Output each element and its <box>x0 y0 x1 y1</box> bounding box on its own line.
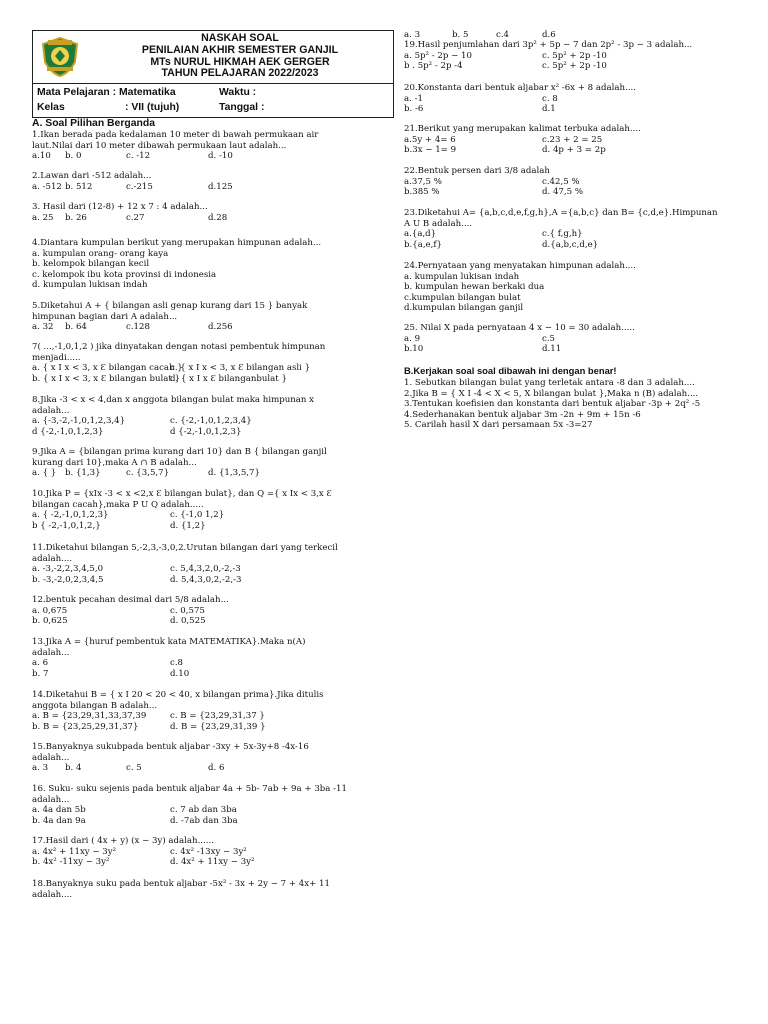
answer-option: b. { x I x < 3, x Ɛ bilangan bulat } <box>32 373 181 384</box>
question-text: 15.Banyaknya sukubpada bentuk aljabar -3xy + 5x-3y+8 -4x-16 <box>32 742 309 752</box>
question-item <box>32 637 394 679</box>
mapel-label: Mata Pelajaran : Matematika <box>37 87 176 98</box>
question-item <box>32 784 394 826</box>
answer-option: c.128 <box>126 322 150 333</box>
answer-option: d.1 <box>542 104 556 115</box>
option-row <box>32 468 394 479</box>
answer-option: b. 512 <box>65 181 93 192</box>
answer-option: c.4 <box>496 30 510 40</box>
essay-question: 5. Carilah hasil X dari persamaan 5x -3=27 <box>404 420 593 431</box>
question-text: d.kumpulan bilangan ganjil <box>404 303 524 314</box>
answer-option: c. {-1,0 1,2} <box>170 510 225 521</box>
question-text: b. kumpulan hewan berkaki dua <box>404 282 545 293</box>
option-row <box>32 151 394 162</box>
answer-option: a. B = {23,29,31,33,37,39 <box>32 711 147 722</box>
answer-option: a. 3 <box>32 763 49 774</box>
question-text: anggota bilangan B adalah... <box>32 700 158 711</box>
answer-option: a.37,5 % <box>404 176 442 187</box>
answer-option: c. {3,5,7} <box>126 468 170 479</box>
answer-option: b. B = {23,25,29,31,37} <box>32 721 139 732</box>
option-row <box>32 363 394 374</box>
question-item <box>32 879 394 900</box>
answer-option: d. { x I x Ɛ bilanganbulat } <box>170 373 287 384</box>
question-text: adalah... <box>32 405 70 416</box>
question-item <box>32 395 394 437</box>
answer-option: c. { x I x < 3, x Ɛ bilangan asli } <box>170 363 311 374</box>
answer-option: a. -3,-2,2,3,4,5,0 <box>32 564 104 575</box>
question-text: 11.Diketahui bilangan 5,-2,3,-3,0,2.Urutan bilangan dari yang terkecil <box>32 543 338 553</box>
question-text: 5.Diketahui A + { bilangan asli genap kurang dari 15 } banyak <box>32 301 308 311</box>
question-item <box>404 323 750 355</box>
question-text: adalah.... <box>32 889 73 900</box>
answer-option: c.8 <box>170 658 184 669</box>
option-row <box>32 575 394 586</box>
essay-question: 2.Jika B = { X I -4 < X < 5, X bilangan bulat },Maka n (B) adalah.... <box>404 388 699 399</box>
tanggal-label: Tanggal : <box>219 102 265 113</box>
answer-option: a. -1 <box>404 93 423 104</box>
question-text: A U B adalah.... <box>404 218 473 229</box>
question-text: 4.Diantara kumpulan berikut yang merupakan himpunan adalah... <box>32 238 322 248</box>
option-row <box>404 145 750 156</box>
essay-question: 4.Sederhanakan bentuk aljabar 3m -2n + 9m + 15n -6 <box>404 409 641 420</box>
question-item <box>32 130 394 162</box>
option-row <box>32 416 394 427</box>
answer-option: b . 5p² - 2p -4 <box>404 61 463 72</box>
kelas-label: Kelas <box>37 102 65 113</box>
question-text: 21.Berikut yang merupakan kalimat terbuka adalah.... <box>404 124 641 134</box>
essay-question: 3.Tentukan koefisien dan konstanta dari bentuk aljabar -3p + 2q² -5 <box>404 399 701 410</box>
option-row <box>32 816 394 827</box>
question-item <box>32 202 394 223</box>
waktu-label: Waktu : <box>219 87 257 98</box>
question-text: c. kelompok ibu kota provinsi di indonesia <box>32 269 217 280</box>
answer-option: a. 0,675 <box>32 605 68 616</box>
question-item <box>32 595 394 627</box>
question-text: 14.Diketahui B = { x I 20 < 20 < 40, x bilangan prima}.Jika ditulis <box>32 690 324 700</box>
answer-option: b. 26 <box>65 212 87 223</box>
header-line-3: MTs NURUL HIKMAH AEK GERGER <box>150 55 330 68</box>
option-row <box>404 51 750 62</box>
answer-option: a. -512 <box>32 181 62 192</box>
answer-option: b. {1,3} <box>65 468 101 479</box>
answer-option: b. 4 <box>65 763 82 774</box>
answer-option: a. 4a dan 5b <box>32 805 86 816</box>
question-text: adalah... <box>32 794 70 805</box>
answer-option: a. 25 <box>32 212 54 223</box>
answer-option: d. -10 <box>208 151 233 162</box>
answer-option: b.{a,e,f} <box>404 239 443 250</box>
option-row <box>32 510 394 521</box>
option-row <box>404 344 750 355</box>
answer-option: c. 8 <box>542 93 558 104</box>
question-text: 9.Jika A = {bilangan prima kurang dari 10} dan B { bilangan ganjil <box>32 447 327 457</box>
answer-option: c. B = {23,29,31,37 } <box>170 711 265 722</box>
section-b-title: B.Kerjakan soal soal dibawah ini dengan benar! <box>404 365 617 376</box>
answer-option: d. 5,4,3,0,2,-2,-3 <box>170 574 242 585</box>
option-row <box>404 104 750 115</box>
question-text: adalah... <box>32 647 70 658</box>
answer-option: d. 0,525 <box>170 616 206 627</box>
answer-option: c. 5p² + 2p -10 <box>542 50 607 61</box>
essay-list <box>404 378 750 431</box>
question-item <box>32 543 394 585</box>
question-text: 10.Jika P = {xIx -3 < x <2,x Ɛ bilangan bulat}, dan Q ={ x Ix < 3,x Ɛ <box>32 489 332 499</box>
question-text: 20.Konstanta dari bentuk aljabar x² -6x + 8 adalah.... <box>404 83 636 93</box>
question-item <box>404 83 750 115</box>
option-row <box>404 61 750 72</box>
question-text: 23.Diketahui A= {a,b,c,d,e,f,g,h},A ={a,b,c} dan B= {c,d,e}.Himpunan <box>404 208 718 218</box>
option-row <box>32 857 394 868</box>
answer-option: d.10 <box>170 668 190 679</box>
option-row <box>32 722 394 733</box>
answer-option: d. B = {23,29,31,39 } <box>170 721 266 732</box>
answer-option: d. -7ab dan 3ba <box>170 815 238 826</box>
question-text: 7( ...,-1,0,1,2 ) jika dinyatakan dengan notasi pembentuk himpunan <box>32 342 326 352</box>
option-row <box>32 711 394 722</box>
option-row <box>32 658 394 669</box>
header-line-2: PENILAIAN AKHIR SEMESTER GANJIL <box>141 43 339 56</box>
option-row <box>404 240 750 251</box>
answer-option: b. 0,625 <box>32 616 68 627</box>
question-text: 1.Ikan berada pada kedalaman 10 meter di bawah permukaan air <box>32 130 319 140</box>
answer-option: c. 7 ab dan 3ba <box>170 805 237 816</box>
answer-option: c. 0,575 <box>170 605 205 616</box>
answer-option: a.10 <box>32 151 51 162</box>
question-text: menjadi..... <box>32 352 81 363</box>
option-row <box>32 521 394 532</box>
answer-option: b. 0 <box>65 151 82 162</box>
question-text: 12.bentuk pecahan desimal dari 5/8 adalah... <box>32 595 229 605</box>
answer-option: a.5y + 4= 6 <box>404 134 456 145</box>
question-item <box>32 690 394 732</box>
answer-option: d {-2,-1,0,1,2,3} <box>32 426 104 437</box>
question-text: laut.Nilai dari 10 meter dibawah permukaan laut adalah... <box>32 140 287 151</box>
question-text: 2.Lawan dari -512 adalah... <box>32 171 152 181</box>
answer-option: c. 5 <box>126 763 142 774</box>
question-text: 22.Bentuk persen dari 3/8 adalah <box>404 166 550 176</box>
question-item <box>404 261 750 314</box>
section-a-title: A. Soal Pilihan Berganda <box>32 118 155 129</box>
answer-option: c. 5p² + 2p -10 <box>542 61 607 72</box>
question-text: b. kelompok bilangan kecil <box>32 259 150 270</box>
header-box <box>32 30 394 84</box>
option-row <box>404 229 750 240</box>
answer-option: c.42,5 % <box>542 176 580 187</box>
answer-option: d.28 <box>208 212 228 223</box>
option-row <box>32 427 394 438</box>
answer-option: c.{ f,g,h} <box>542 229 583 240</box>
answer-option: d. 6 <box>208 763 225 774</box>
answer-option: a. 9 <box>404 333 421 344</box>
question-text: d. kumpulan lukisan indah <box>32 280 148 291</box>
answer-option: c.5 <box>542 333 556 344</box>
answer-option: d.125 <box>208 181 233 192</box>
option-row <box>404 94 750 105</box>
question-text: a. kumpulan orang- orang kaya <box>32 248 169 259</box>
answer-option: c. {-2,-1,0,1,2,3,4} <box>170 416 252 427</box>
question-text: 24.Pernyataan yang menyatakan himpunan adalah.... <box>404 261 636 271</box>
answer-option: b.10 <box>404 344 424 355</box>
question-text: adalah... <box>32 752 70 763</box>
answer-option: a. 5p² - 2p − 10 <box>404 50 472 61</box>
option-row <box>32 805 394 816</box>
question-text: c.kumpulan bilangan bulat <box>404 292 521 303</box>
essay-question: 1. Sebutkan bilangan bulat yang terletak antara -8 dan 3 adalah.... <box>404 378 695 388</box>
answer-option: b. 64 <box>65 322 87 333</box>
answer-option: c.23 + 2 = 25 <box>542 134 603 145</box>
question-text: 3. Hasil dari (12-8) + 12 x 7 : 4 adalah... <box>32 202 208 212</box>
question-item <box>404 124 750 156</box>
option-row <box>32 182 394 193</box>
answer-option: c.-215 <box>126 181 153 192</box>
option-row <box>404 334 750 345</box>
answer-option: b. -3,-2,0,2,3,4,5 <box>32 574 104 585</box>
option-row <box>404 135 750 146</box>
answer-option: b.3x − 1= 9 <box>404 145 457 156</box>
question-text: kurang dari 10},maka A ∩ B adalah... <box>32 457 197 468</box>
answer-option: b. 4a dan 9a <box>32 815 86 826</box>
question-item <box>404 208 750 250</box>
option-row <box>32 763 394 774</box>
school-logo-icon <box>39 36 81 78</box>
answer-option: a. { } <box>32 468 57 479</box>
answer-option: a. 32 <box>32 322 54 333</box>
question-text: 13.Jika A = {huruf pembentuk kata MATEMATIKA}.Maka n(A) <box>32 637 306 647</box>
option-row <box>404 177 750 188</box>
question-item <box>32 301 394 333</box>
option-row <box>32 564 394 575</box>
answer-option: d.{a,b,c,d,e} <box>542 239 599 250</box>
question-item <box>404 40 750 72</box>
answer-option: a. {-3,-2,-1,0,1,2,3,4} <box>32 416 126 427</box>
answer-option: d. 47,5 % <box>542 187 583 198</box>
answer-option: a. { x I x < 3, x Ɛ bilangan cacah } <box>32 363 183 374</box>
header-line-4: TAHUN PELAJARAN 2022/2023 <box>161 67 319 80</box>
answer-option: a. 6 <box>32 658 49 669</box>
question-text: bilangan cacah},maka P U Q adalah..... <box>32 499 204 510</box>
answer-option: a. 3 <box>404 30 421 40</box>
question-text: 16. Suku- suku sejenis pada bentuk aljabar 4a + 5b- 7ab + 9a + 3ba -11 <box>32 784 347 794</box>
answer-option: b. 4x² -11xy − 3y² <box>32 857 110 868</box>
option-row <box>32 322 394 333</box>
question-item <box>32 836 394 868</box>
question-item <box>32 489 394 531</box>
option-row <box>32 606 394 617</box>
answer-option: d. {1,3,5,7} <box>208 468 260 479</box>
question-item <box>32 342 394 384</box>
answer-option: a.{a,d} <box>404 229 437 240</box>
answer-option: b { -2,-1,0,1,2,} <box>32 520 101 531</box>
question-item <box>32 171 394 192</box>
answer-option: c. 4x² -13xy − 3y² <box>170 846 247 857</box>
answer-option: c. -12 <box>126 151 151 162</box>
answer-option: b. -6 <box>404 104 424 115</box>
option-row <box>32 847 394 858</box>
header-line-1: NASKAH SOAL <box>201 32 279 44</box>
answer-option: a. 4x² + 11xy − 3y² <box>32 846 117 857</box>
question-item <box>32 447 394 479</box>
kelas-value: : VII (tujuh) <box>125 102 180 113</box>
option-row <box>32 374 394 385</box>
meta-box <box>32 84 394 118</box>
question-text: himpunan bagian dari A adalah... <box>32 311 178 322</box>
answer-option: b. 5 <box>452 30 469 40</box>
answer-option: a. { -2,-1,0,1,2,3} <box>32 510 109 521</box>
answer-option: d.256 <box>208 322 233 333</box>
option-row <box>32 213 394 224</box>
answer-option: d. 4x² + 11xy − 3y² <box>170 857 255 868</box>
option-row <box>32 669 394 680</box>
question-text: 19.Hasil penjumlahan dari 3p² + 5p − 7 dan 2p² - 3p − 3 adalah... <box>404 40 693 50</box>
answer-option: b.385 % <box>404 187 440 198</box>
header-title <box>91 33 389 80</box>
answer-option: d.6 <box>542 30 556 40</box>
question-text: 18.Banyaknya suku pada bentuk aljabar -5x² - 3x + 2y − 7 + 4x+ 11 <box>32 879 330 889</box>
option-row <box>404 30 750 41</box>
option-row <box>32 616 394 627</box>
question-item <box>32 742 394 774</box>
question-item <box>404 30 750 41</box>
answer-option: d. {1,2} <box>170 520 206 531</box>
question-text: adalah.... <box>32 553 73 564</box>
answer-option: d.11 <box>542 344 562 355</box>
answer-option: c. 5,4,3,2,0,-2,-3 <box>170 564 241 575</box>
question-text: a. kumpulan lukisan indah <box>404 271 520 282</box>
answer-option: b. 7 <box>32 668 49 679</box>
question-text: 8.Jika -3 < x < 4,dan x anggota bilangan bulat maka himpunan x <box>32 395 315 405</box>
option-row <box>404 187 750 198</box>
answer-option: c.27 <box>126 212 145 223</box>
question-item <box>404 166 750 198</box>
question-item <box>32 238 394 291</box>
answer-option: d {-2,-1,0,1,2,3} <box>170 426 242 437</box>
question-text: 25. Nilai X pada pernyataan 4 x − 10 = 30 adalah..... <box>404 323 635 333</box>
answer-option: d. 4p + 3 = 2p <box>542 145 606 156</box>
question-text: 17.Hasil dari ( 4x + y) (x − 3y) adalah...... <box>32 836 214 846</box>
